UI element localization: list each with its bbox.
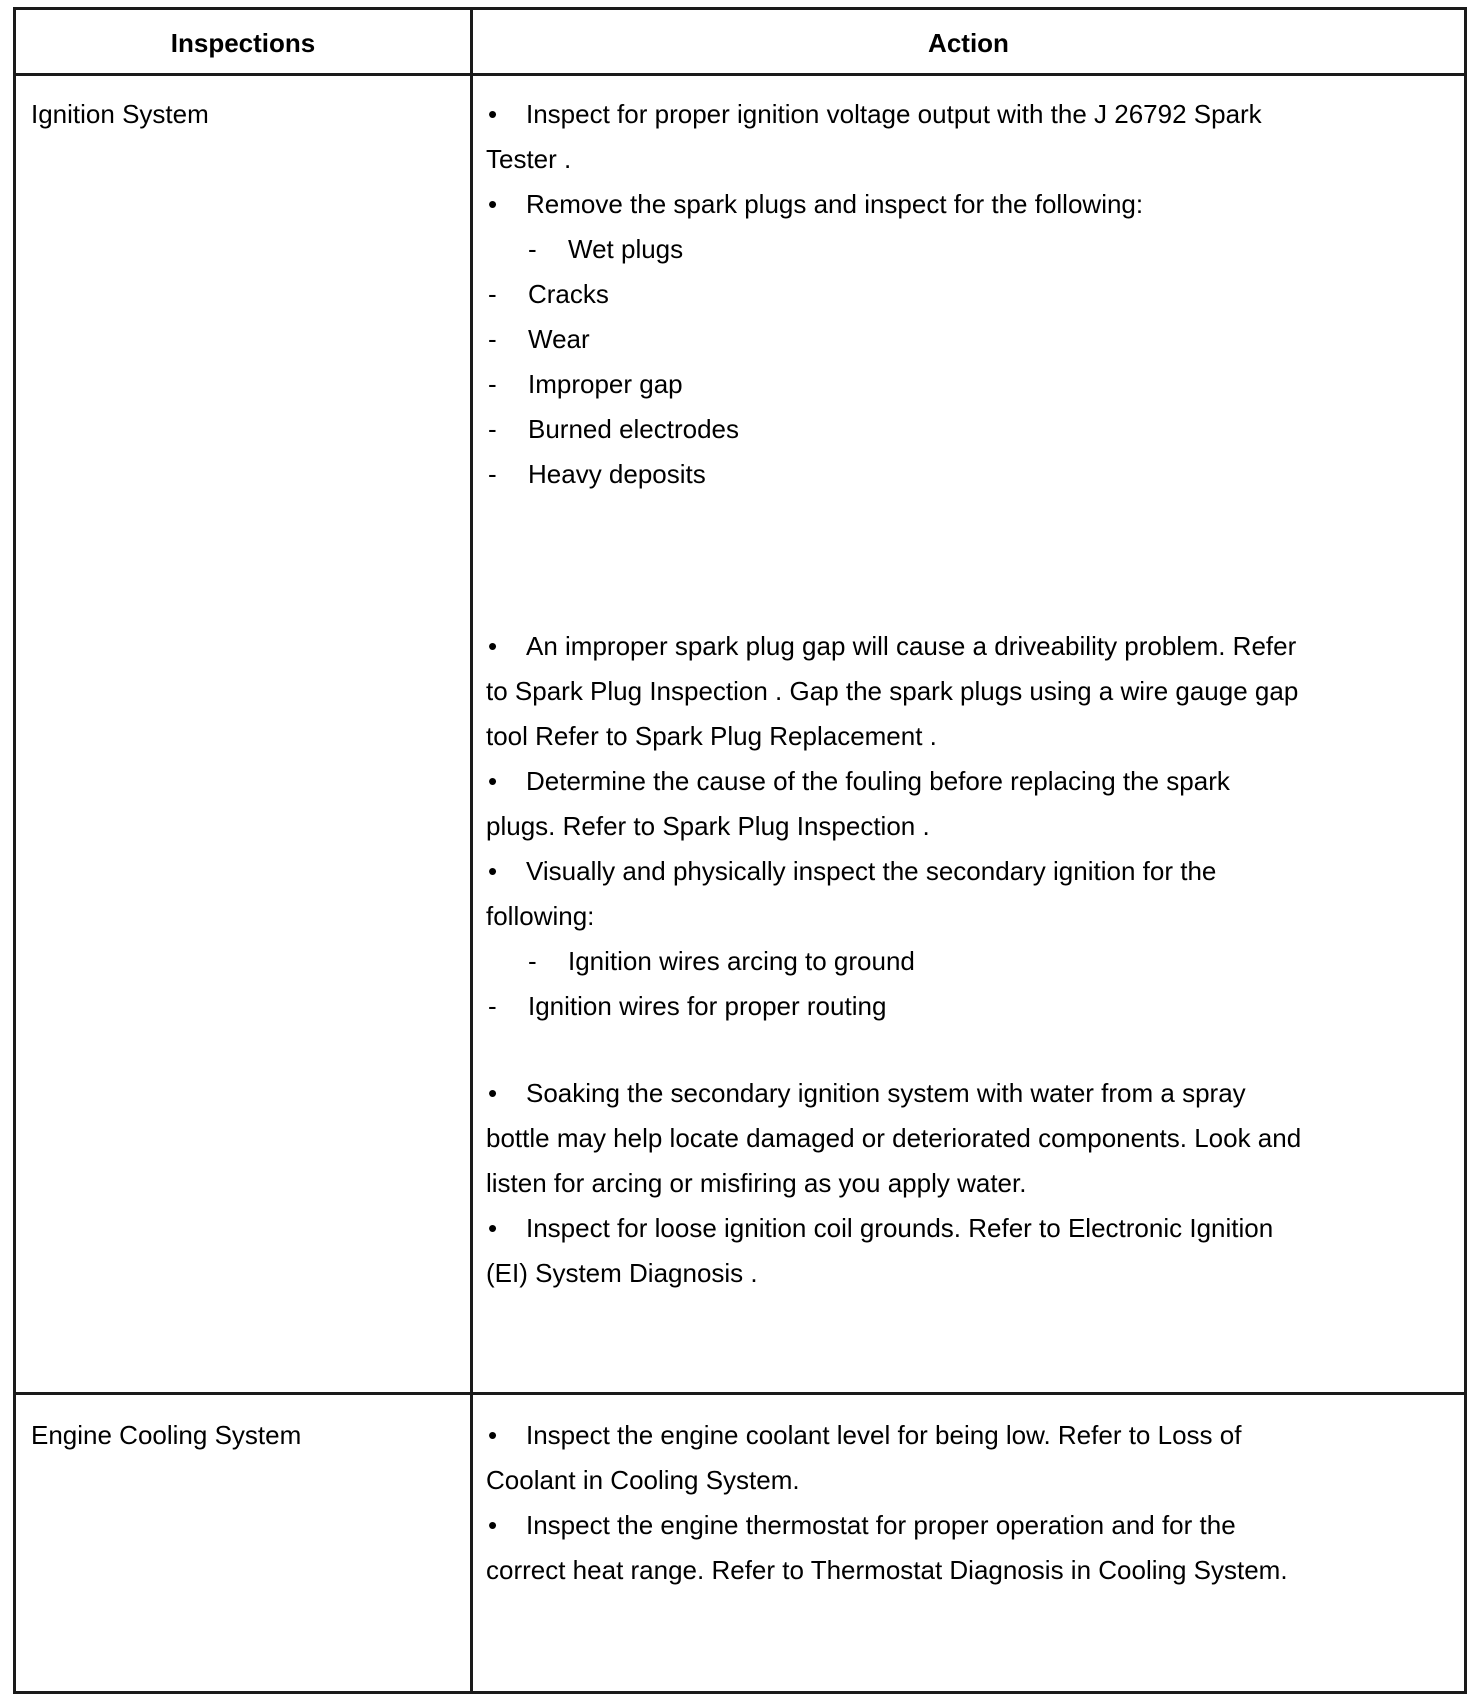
action-text: correct heat range. Refer to Thermostat Diagnosis in Cooling System. [486, 1555, 1288, 1585]
dash-symbol: - [488, 369, 497, 399]
action-line [486, 272, 1396, 317]
action-line [486, 1458, 1396, 1503]
action-ignition-system [486, 92, 1396, 1296]
action-engine-cooling-system [486, 1413, 1396, 1593]
action-text: Visually and physically inspect the secondary ignition for the [526, 856, 1217, 886]
action-line [486, 92, 1396, 137]
action-text: (EI) System Diagnosis . [486, 1258, 758, 1288]
action-text: Inspect for proper ignition voltage output with the J 26792 Spark [526, 99, 1262, 129]
action-text: Tester . [486, 144, 572, 174]
bullet-symbol: • [488, 766, 498, 796]
bullet-symbol: • [488, 856, 498, 886]
action-text: plugs. Refer to Spark Plug Inspection . [486, 811, 930, 841]
action-line [486, 1071, 1396, 1116]
action-text: tool Refer to Spark Plug Replacement . [486, 721, 937, 751]
action-text: Improper gap [528, 369, 683, 399]
action-text: Ignition wires for proper routing [528, 991, 887, 1021]
action-line [486, 182, 1396, 227]
action-text: Ignition wires arcing to ground [568, 946, 915, 976]
dash-symbol: - [488, 279, 497, 309]
action-text: Burned electrodes [528, 414, 740, 444]
row-divider [16, 1392, 1464, 1395]
dash-symbol: - [528, 234, 537, 264]
action-text: Cracks [528, 279, 609, 309]
action-line [486, 362, 1396, 407]
column-divider [470, 10, 473, 1691]
action-line [486, 849, 1396, 894]
action-line [486, 137, 1396, 182]
bullet-symbol: • [488, 99, 498, 129]
action-line [486, 714, 1396, 759]
action-text: Remove the spark plugs and inspect for the following: [526, 189, 1144, 219]
action-line [486, 1503, 1396, 1548]
action-line [486, 669, 1396, 714]
action-text: Determine the cause of the fouling before replacing the spark [526, 766, 1230, 796]
bullet-symbol: • [488, 1078, 498, 1108]
dash-symbol: - [528, 946, 537, 976]
header-action: Action [928, 27, 1009, 58]
action-text: Wet plugs [568, 234, 684, 264]
action-text: listen for arcing or misfiring as you apply water. [486, 1168, 1027, 1198]
action-text: Inspect the engine coolant level for being low. Refer to Loss of [526, 1420, 1242, 1450]
action-line [486, 984, 1396, 1029]
action-subline [486, 939, 1396, 984]
action-text: Wear [528, 324, 590, 354]
bullet-symbol: • [488, 631, 498, 661]
action-line [486, 1413, 1396, 1458]
bullet-symbol: • [488, 1510, 498, 1540]
action-line [486, 894, 1396, 939]
action-line [486, 1251, 1396, 1296]
action-text: Inspect for loose ignition coil grounds. Refer to Electronic Ignition [526, 1213, 1274, 1243]
action-line [486, 1161, 1396, 1206]
action-line [486, 1116, 1396, 1161]
action-line [486, 1548, 1396, 1593]
action-text: to Spark Plug Inspection . Gap the spark plugs using a wire gauge gap [486, 676, 1299, 706]
bullet-symbol: • [488, 1420, 498, 1450]
action-text: Coolant in Cooling System. [486, 1465, 800, 1495]
dash-symbol: - [488, 459, 497, 489]
action-line [486, 1206, 1396, 1251]
inspection-engine-cooling-system: Engine Cooling System [31, 1420, 302, 1450]
action-text: An improper spark plug gap will cause a driveability problem. Refer [526, 631, 1297, 661]
action-line [486, 624, 1396, 669]
action-line [486, 407, 1396, 452]
dash-symbol: - [488, 414, 497, 444]
dash-symbol: - [488, 324, 497, 354]
action-text: Soaking the secondary ignition system with water from a spray [526, 1078, 1246, 1108]
action-line [486, 759, 1396, 804]
action-text: Inspect the engine thermostat for proper operation and for the [526, 1510, 1236, 1540]
action-line [486, 452, 1396, 497]
action-line [486, 804, 1396, 849]
spacer [486, 497, 1396, 624]
action-line [486, 317, 1396, 362]
inspection-table [13, 7, 1467, 1694]
bullet-symbol: • [488, 189, 498, 219]
action-text: bottle may help locate damaged or deteriorated components. Look and [486, 1123, 1302, 1153]
action-text: following: [486, 901, 595, 931]
dash-symbol: - [488, 991, 497, 1021]
spacer [486, 1029, 1396, 1071]
action-subline [486, 227, 1396, 272]
action-text: Heavy deposits [528, 459, 706, 489]
inspection-ignition-system: Ignition System [31, 99, 209, 129]
header-inspections: Inspections [170, 27, 316, 58]
bullet-symbol: • [488, 1213, 498, 1243]
